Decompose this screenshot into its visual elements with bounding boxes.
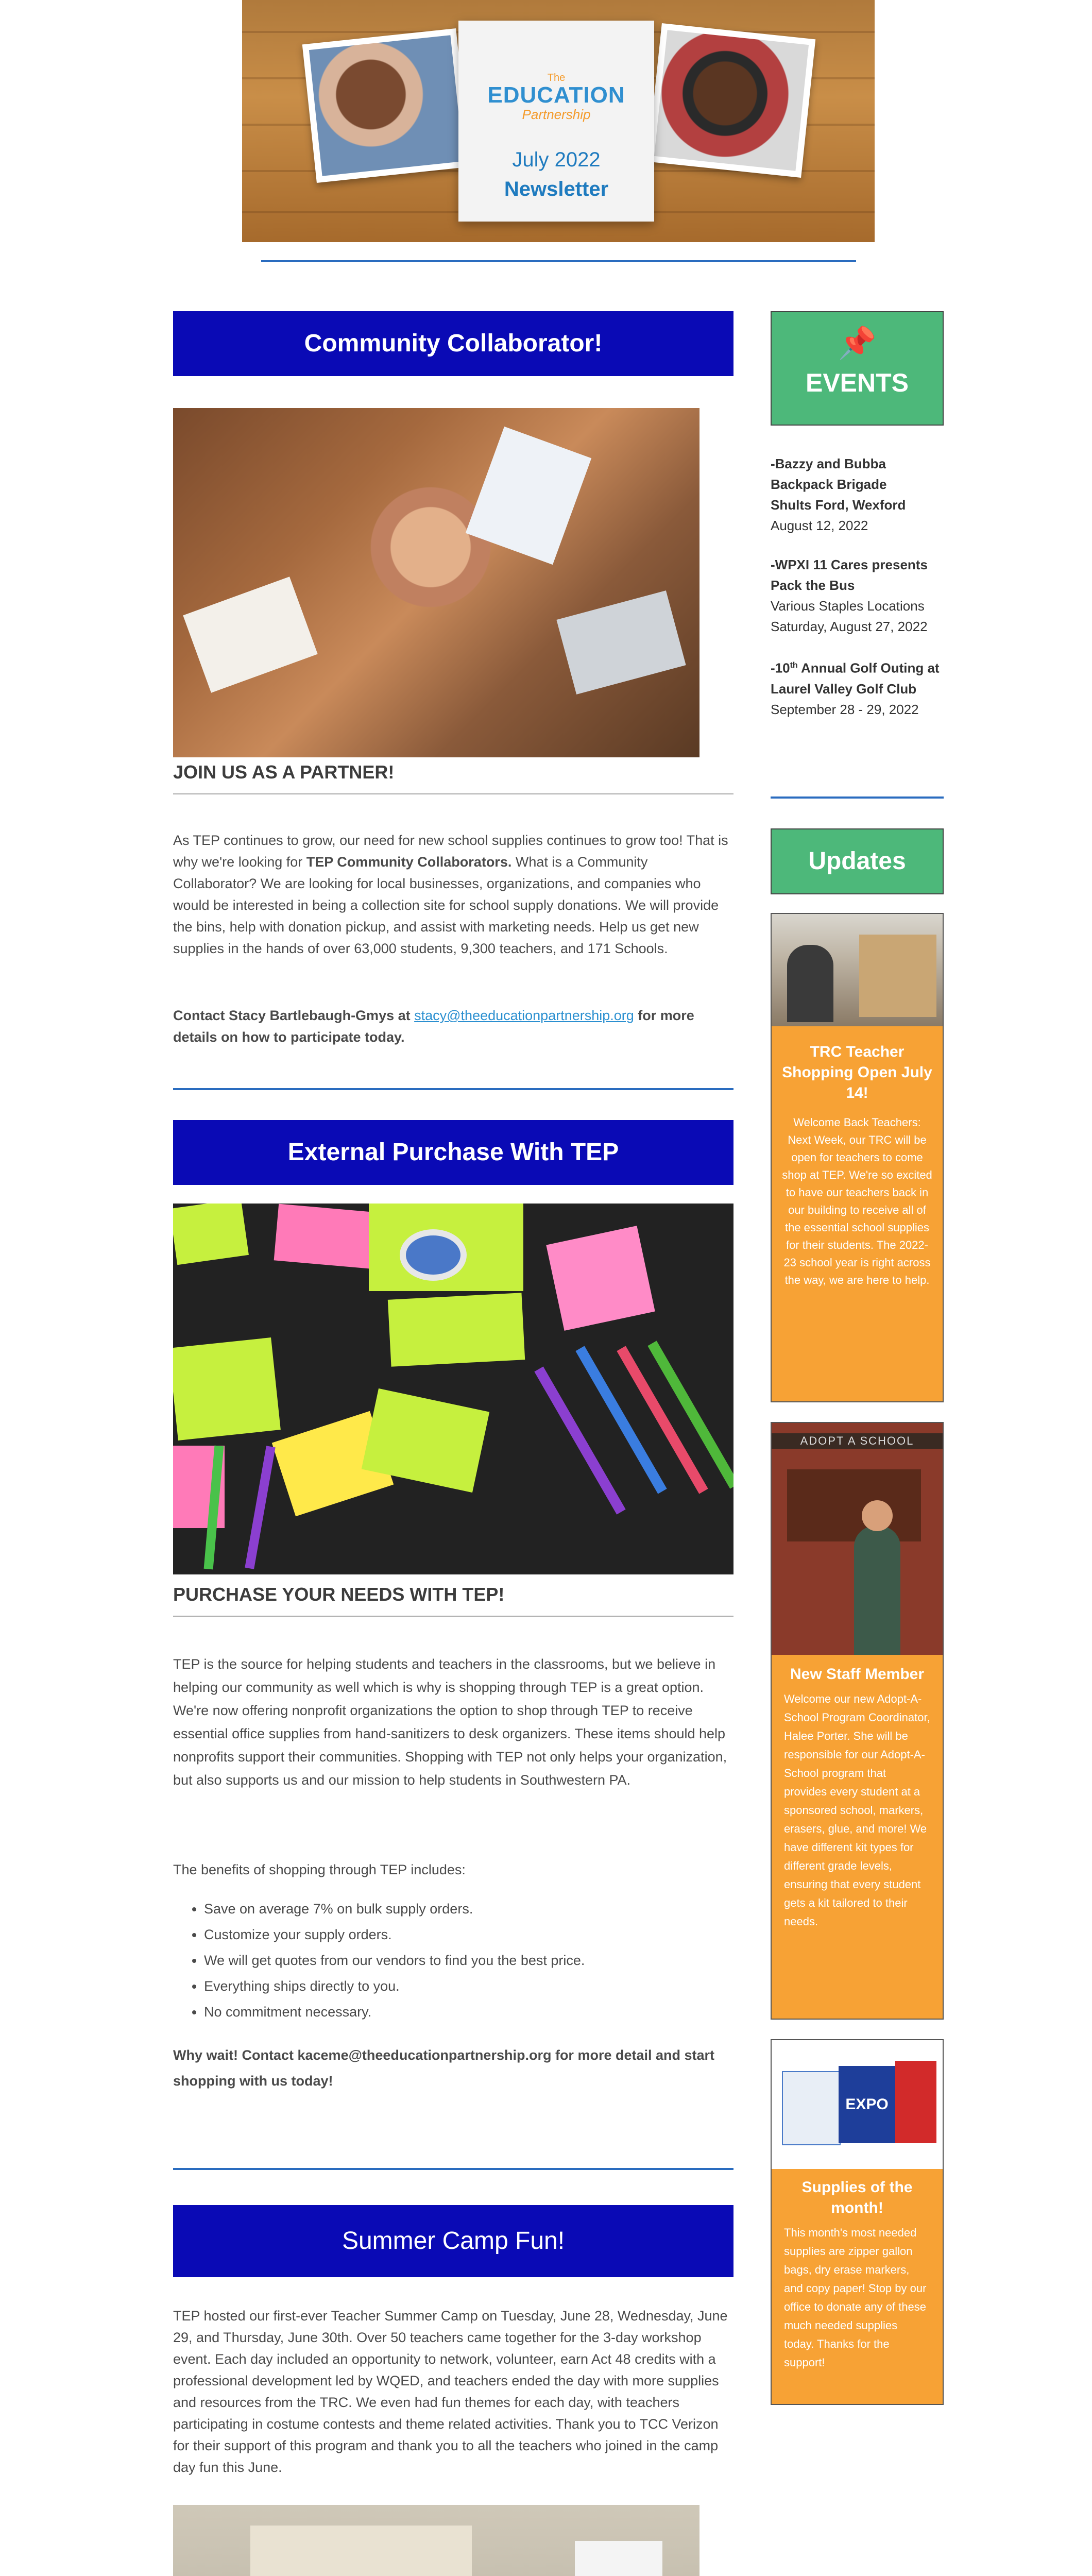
- update-title: New Staff Member: [790, 1666, 925, 1683]
- header-banner: [242, 0, 875, 242]
- sidebar-divider: [771, 796, 944, 799]
- newsletter-card: [458, 21, 654, 222]
- events-list: [771, 453, 944, 720]
- pushpin-icon: 📌: [838, 326, 877, 360]
- event-title-rest: Annual Golf Outing at Laurel Valley Golf Club: [771, 660, 940, 697]
- section-divider: [173, 1616, 733, 1617]
- newsletter-month: July 2022: [512, 148, 601, 171]
- events-title: EVENTS: [805, 368, 909, 397]
- benefit-item: • Customize your supply orders.: [204, 1922, 733, 1947]
- benefit-item: • Everything ships directly to you.: [204, 1973, 733, 1999]
- join-us-heading: JOIN US AS A PARTNER!: [173, 761, 395, 783]
- logo-partnership: Partnership: [522, 107, 591, 122]
- update-title: TRC Teacher Shopping Open July 14!: [782, 1043, 932, 1101]
- header-photo-right: [647, 23, 816, 178]
- benefit-item: • We will get quotes from our vendors to find you the best price.: [204, 1947, 733, 1973]
- event-location: Shults Ford, Wexford: [771, 497, 906, 513]
- update-card-new-staff: [771, 1422, 944, 2020]
- event-date: September 28 - 29, 2022: [771, 701, 919, 717]
- event-item: [771, 453, 944, 536]
- contact-paragraph: [173, 1005, 733, 1048]
- newsletter-title: Newsletter: [504, 178, 609, 200]
- event-item: [771, 655, 944, 720]
- summer-camp-paragraph: TEP hosted our first-ever Teacher Summer Camp on Tuesday, June 28, Wednesday, June 29, and Thursday, June 30th. Over 50 teachers came together for the 3-day workshop event. Each day included an opportunity to network, volunteer, earn Act 48 credits with a professional development led by WQED, and teachers ended the day with more supplies and resources from the TRC. We even had fun themes for each day, with teachers participating in costume contests and theme related activities. Thank you to TCC Verizon for their support of this program and thank you to all the teachers who joined in the camp day fun this June.: [173, 2308, 728, 2475]
- partner-text-b: What is a Community Collaborator? We are looking for local businesses, organizations, and companies who would be interested in being a collection site for school supply donations. We will provide the bins, help with donation pickup, and assist with marketing needs. Help us get new supplies in the hands of over 63,000 students, 9,300 teachers, and 171 Schools.: [173, 854, 719, 956]
- event-date: Saturday, August 27, 2022: [771, 619, 928, 634]
- purchase-paragraph: TEP is the source for helping students and teachers in the classrooms, but we believe in helping our community as well which is why is shopping through TEP is a great option. We're now offering nonprofit organizations the option to shop through TEP to receive essential office supplies from hand-sanitizers to desk organizers. These items should help nonprofits support their communities. Shopping with TEP not only helps your organization, but also supports us and our mission to help students in Southwestern PA.: [173, 1656, 727, 1788]
- contact-text-b: for more details on how to participate today.: [173, 1008, 694, 1045]
- banner-external-purchase: External Purchase With TEP: [173, 1120, 733, 1185]
- purchase-heading: PURCHASE YOUR NEEDS WITH TEP!: [173, 1584, 505, 1605]
- supplies-products-photo: EXPO: [772, 2040, 943, 2169]
- logo-the: The: [547, 72, 566, 83]
- update-body: Welcome our new Adopt-A-School Program Coordinator, Halee Porter. She will be responsible for our Adopt-A-School program that provides every student at a sponsored school, markers, erasers, glue, and more! We have different kit types for different grade levels, ensuring that every student gets a kit tailored to their needs.: [784, 1692, 930, 1928]
- partner-paragraph: [173, 829, 733, 959]
- update-title: Supplies of the month!: [801, 2179, 913, 2216]
- event-title: -Bazzy and Bubba Backpack Brigade: [771, 456, 887, 492]
- update-card-trc: [771, 913, 944, 1402]
- event-location: Various Staples Locations: [771, 598, 925, 614]
- divider: [173, 2168, 733, 2170]
- updates-box: Updates: [771, 828, 944, 894]
- update-body: Welcome Back Teachers: Next Week, our TRC will be open for teachers to come shop at TEP. We're so excited to have our teachers back in our building to receive all of the essential school supplies for their students. The 2022-23 school year is right across the way, we are here to help.: [782, 1116, 932, 1286]
- event-item: [771, 554, 944, 637]
- purchase-cta: Why wait! Contact kaceme@theeducationpartnership.org for more detail and start shopping with us today!: [173, 2047, 715, 2089]
- event-title: -WPXI 11 Cares presents Pack the Bus: [771, 557, 928, 593]
- events-box: [771, 311, 944, 426]
- benefits-list: [173, 1896, 733, 2025]
- logo-education: EDUCATION: [487, 82, 625, 108]
- banner-summer-camp: Summer Camp Fun!: [173, 2205, 733, 2277]
- section-divider: [173, 793, 733, 794]
- divider: [261, 260, 856, 262]
- supplies-photo: [173, 1204, 733, 1574]
- update-body: This month's most needed supplies are zipper gallon bags, dry erase markers, and copy paper! Stop by our office to donate any of these much needed supplies today. Thanks for the support!: [784, 2226, 927, 2369]
- event-title: [771, 655, 944, 699]
- benefit-item: • Save on average 7% on bulk supply orders.: [204, 1896, 733, 1922]
- event-date: August 12, 2022: [771, 518, 868, 533]
- partner-text-a: As TEP continues to grow, our need for new school supplies continues to grow too! That is why we're looking for: [173, 833, 728, 870]
- partner-text-bold: TEP Community Collaborators.: [306, 854, 512, 870]
- divider: [173, 1088, 733, 1090]
- benefits-intro: The benefits of shopping through TEP includes:: [173, 1862, 466, 1877]
- trc-warehouse-photo: [772, 914, 943, 1026]
- adopt-a-school-sign: ADOPT A SCHOOL: [772, 1433, 943, 1449]
- summer-camp-photo: [173, 2505, 699, 2576]
- header-photo-left: [302, 28, 471, 183]
- update-card-supplies: [771, 2039, 944, 2405]
- contact-text-a: Contact Stacy Bartlebaugh-Gmys at: [173, 1008, 415, 1023]
- event-title-prefix: -10: [771, 660, 790, 676]
- benefit-item: • No commitment necessary.: [204, 1999, 733, 2025]
- banner-community-collaborator: Community Collaborator!: [173, 311, 733, 376]
- event-title-sup: th: [790, 661, 798, 670]
- contact-email-link[interactable]: stacy@theeducationpartnership.org: [414, 1008, 634, 1023]
- new-staff-photo: [772, 1423, 943, 1655]
- partners-hands-photo: [173, 408, 699, 757]
